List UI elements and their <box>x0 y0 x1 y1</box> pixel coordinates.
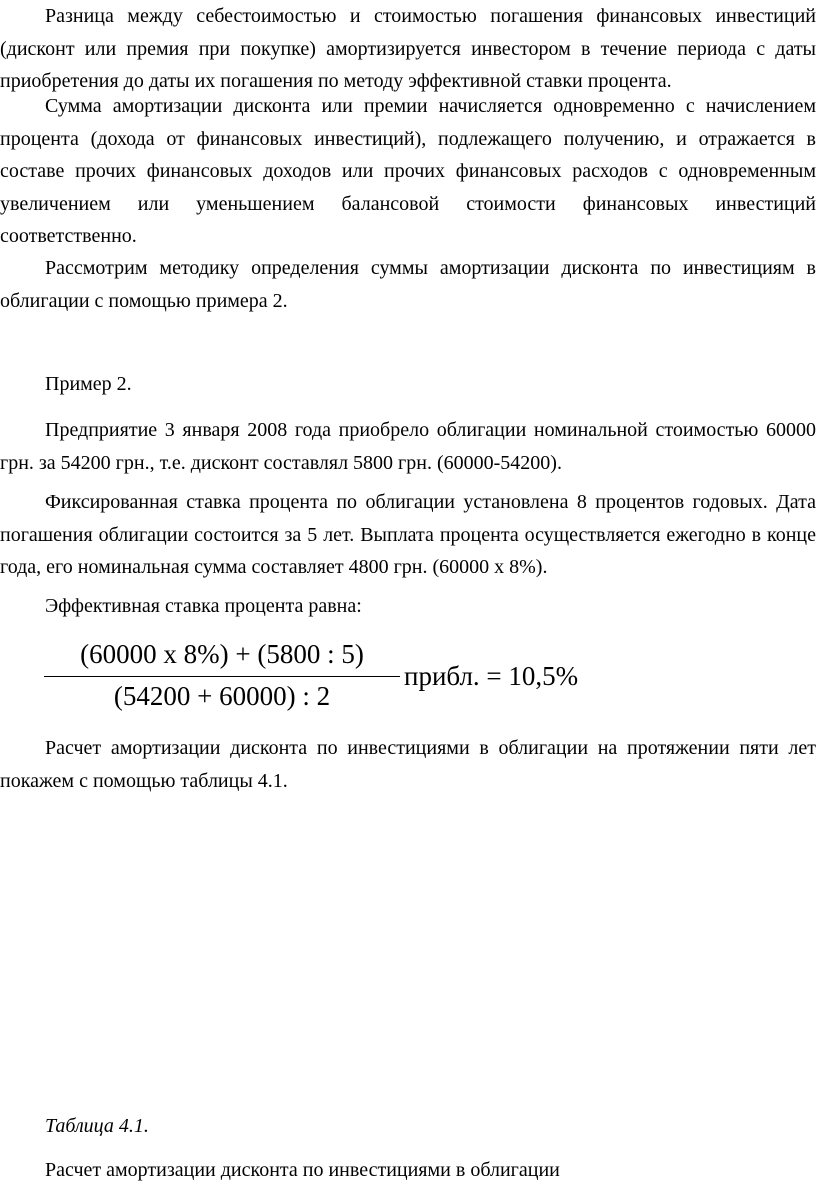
formula-denominator: (54200 + 60000) : 2 <box>113 681 331 711</box>
formula-numerator: (60000 х 8%) + (5800 : 5) <box>80 639 364 669</box>
table-title: Расчет амортизации дисконта по инвестициями в облигации <box>45 1159 560 1181</box>
paragraph-fixed-rate: Фиксированная ставка процента по облигации установлена 8 процентов годовых. Дата погашения облигации состоится за 5 лет. Выплата процента осуществляется ежегодно в конце года, его номинальная сумма составляет 4800 грн. (60000 х 8%). <box>0 491 816 578</box>
effective-rate-formula <box>44 636 644 716</box>
paragraph-discount-amortization: Разница между себестоимостью и стоимостью погашения финансовых инвестиций (дисконт или премия при покупке) амортизируется инвестором в течение периода с даты приобретения до даты их погашения по методу эффективной ставки процента. <box>0 5 816 92</box>
paragraph-method-intro: Рассмотрим методику определения суммы амортизации дисконта по инвестициям в облигации с помощью примера 2. <box>0 257 816 312</box>
table-label: Таблица 4.1. <box>45 1115 149 1137</box>
paragraph-example-purchase: Предприятие 3 января 2008 года приобрело облигации номинальной стоимостью 60000 грн. за 54200 грн., т.е. дисконт составлял 5800 грн. (60000-54200). <box>0 419 816 474</box>
paragraph-table-reference: Расчет амортизации дисконта по инвестициями в облигации на протяжении пяти лет покажем с помощью таблицы 4.1. <box>0 737 816 792</box>
formula-result: прибл. = 10,5% <box>404 661 579 691</box>
example-heading: Пример 2. <box>45 373 132 395</box>
formula-fraction-bar <box>44 676 400 677</box>
paragraph-effective-rate: Эффективная ставка процента равна: <box>45 595 362 617</box>
paragraph-amortization-accrual: Сумма амортизации дисконта или премии начисляется одновременно с начислением процента (дохода от финансовых инвестиций), подлежащего получению, и отражается в составе прочих финансовых доходов или прочих финансовых расходов с одновременным увеличением или уменьшением балансовой стоимости финансовых инвестиций соответственно. <box>0 95 816 247</box>
